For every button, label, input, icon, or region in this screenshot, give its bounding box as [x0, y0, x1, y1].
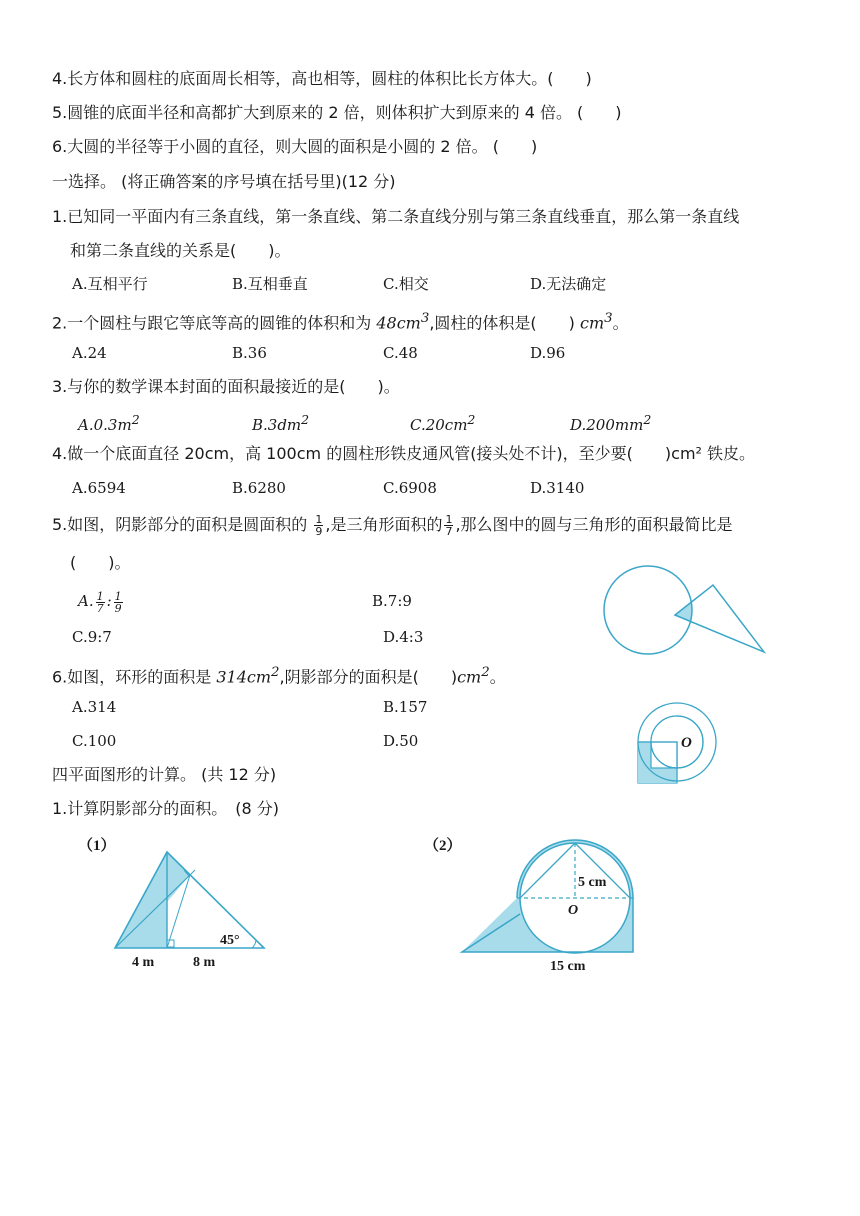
choice-q2-option-b: B.36 — [232, 344, 267, 362]
choice-q3-option-d: $D.200mm^2$ — [570, 412, 652, 434]
choice-q4-stem: 4.做一个底面直径 20cm，高 100cm 的圆柱形铁皮通风管(接头处不计)，至少要( )cm² 铁皮。 — [52, 444, 756, 463]
choice-q6-option-b: B.157 — [383, 698, 428, 716]
figure-2-center: O — [568, 903, 579, 918]
choice-q4-option-a: A.6594 — [72, 479, 126, 497]
choice-q3-stem: 3.与你的数学课本封面的面积最接近的是( )。 — [52, 377, 400, 396]
figure-2-circle-composite — [420, 830, 650, 980]
choice-q5-line2: ( )。 — [70, 553, 131, 572]
choice-q3-option-b: $B.3dm^2$ — [252, 412, 310, 434]
choice-q5-option-c: C.9:7 — [72, 628, 112, 646]
choice-q5-stem: 5.如图，阴影部分的面积是圆面积的 $\frac{1}{9}$ ,是三角形面积的 $\frac{1}{7}$ ,那么图中的圆与三角形的面积最简比是 — [52, 513, 733, 538]
choice-q1-option-d: D.无法确定 — [530, 275, 607, 293]
choice-q2-option-a: A.24 — [72, 344, 107, 362]
choice-q3-option-c: $C.20cm^2$ — [410, 412, 476, 434]
choice-q4-option-b: B.6280 — [232, 479, 286, 497]
choice-q2-option-d: D.96 — [530, 344, 566, 362]
choice-q6-stem: 6.如图，环形的面积是 $314cm^2$,阴影部分的面积是( )$cm^2$。 — [52, 665, 506, 687]
choice-q4-option-d: D.3140 — [530, 479, 585, 497]
judge-q6: 6.大圆的半径等于小圆的直径，则大圆的面积是小圆的 2 倍。 ( ) — [52, 137, 538, 156]
fraction-one-ninth: $\frac{1}{9}$ — [315, 513, 323, 538]
choice-q1-line2: 和第二条直线的关系是( )。 — [70, 241, 291, 260]
figure-2-base: 15 cm — [550, 959, 586, 974]
choice-q1-line1: 1.已知同一平面内有三条直线，第一条直线、第二条直线分别与第三条直线垂直，那么第一条直线 — [52, 207, 740, 226]
figure-1-angle: 45° — [220, 933, 240, 948]
figure-1-right-triangle — [70, 830, 300, 980]
calc-q1-stem: 1.计算阴影部分的面积。 (8 分) — [52, 799, 280, 818]
choice-q2-stem: 2.一个圆柱与跟它等底等高的圆锥的体积和为 $48cm^3$,圆柱的体积是( ) $cm^3$。 — [52, 311, 629, 333]
figure-1-length-b: 8 m — [193, 955, 216, 970]
judge-q5: 5.圆锥的底面半径和高都扩大到原来的 2 倍，则体积扩大到原来的 4 倍。 ( ) — [52, 103, 622, 122]
fraction-one-seventh: $\frac{1}{7}$ — [445, 513, 453, 538]
choice-heading: 一选择。 (将正确答案的序号填在括号里)(12 分) — [52, 172, 396, 191]
figure-1-label: （1） — [78, 838, 116, 854]
choice-q5-option-d: D.4:3 — [383, 628, 424, 646]
choice-q6-option-c: C.100 — [72, 732, 117, 750]
annulus-square-figure — [630, 700, 720, 790]
calc-heading: 四平面图形的计算。 (共 12 分) — [52, 765, 277, 784]
figure-1-length-a: 4 m — [132, 955, 155, 970]
choice-q2-option-c: C.48 — [383, 344, 418, 362]
choice-q1-option-a: A.互相平行 — [72, 275, 148, 293]
center-label-o: O — [681, 735, 692, 751]
choice-q3-option-a: $A.0.3m^2$ — [78, 412, 140, 434]
choice-q1-option-b: B.互相垂直 — [232, 275, 308, 293]
choice-q6-option-a: A.314 — [72, 698, 117, 716]
figure-2-label: （2） — [424, 838, 462, 854]
judge-q4: 4.长方体和圆柱的底面周长相等，高也相等，圆柱的体积比长方体大。( ) — [52, 69, 592, 88]
choice-q5-option-b: B.7:9 — [372, 592, 412, 610]
choice-q4-option-c: C.6908 — [383, 479, 437, 497]
circle-triangle-figure — [580, 560, 780, 660]
choice-q6-option-d: D.50 — [383, 732, 419, 750]
choice-q1-option-c: C.相交 — [383, 275, 429, 293]
choice-q5-option-a: A. $\frac{1}{7}$ : $\frac{1}{9}$ — [78, 589, 122, 615]
figure-2-radius: 5 cm — [578, 875, 607, 890]
